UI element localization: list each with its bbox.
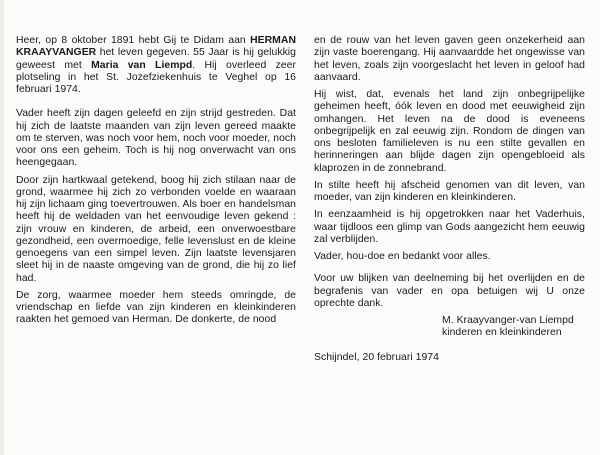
right-paragraph-4: In eenzaamheid is hij opgetrokken naar het Vaderhuis, waar tijdloos een glimp van Gods aangezicht hem eeuwig zal verblijden. <box>314 209 585 245</box>
thanks-paragraph: Voor uw blijken van deelneming bij het overlijden en de begrafenis van vader en opa betuigen wij U onze oprechte dank. <box>314 273 585 309</box>
spouse-name: Maria van Liempd <box>91 59 193 71</box>
right-paragraph-1: en de rouw van het leven gaven geen onzekerheid aan zijn vaste boerengang. Hij aanvaardde het ongewisse van het leven, zoals zijn voorgeslacht het leven in geloof had aanvaard. <box>314 35 585 83</box>
left-paragraph-2: Vader heeft zijn dagen geleefd en zijn strijd gestreden. Dat hij zich de laatste maanden van zijn leven gereed maakte om te sterven, was noch voor hem, noch voor moeder, noch voor ons een geheim. Toch is hij nog onverwacht van ons heengegaan. <box>16 108 296 169</box>
left-paragraph-3: Door zijn hartkwaal getekend, boog hij zich stilaan naar de grond, waarmee hij zich zo verbonden voelde en waaraan hij zijn lichaam ging toevertrouwen. Als boer en handelsman heeft hij de weldaden van het eenvoudige leven gekend : zijn vrouw en kinderen, de arbeid, een onverwoestbare gezondheid, een overmoedige, felle levenslust en de kleine genoegens van een simpel leven. Zijn laatste levensjaren sleet hij in de naaste omgeving van de grond, die hij zo lief had. <box>16 174 296 284</box>
right-paragraph-2: Hij wist, dat, evenals het land zijn onbegrijpelijke geheimen heeft, óók leven en dood met eeuwigheid zijn omhangen. Het leven na de dood is eveneens onbegrijpelijk en zal eeuwig zijn. Rondom de dingen van ons besloten familieleven is nu een stilte gevallen en herinneringen aan blijde dagen zijn opengebloeid als klaprozen in de zonnebrand. <box>314 89 585 174</box>
intro-text-b: het leven gegeven. 55 Jaar is hij gelukkig geweest met <box>16 47 296 71</box>
signature-line-1: M. Kraayvanger-van Liempd <box>442 315 574 326</box>
right-paragraph-5: Vader, hou-doe en bedankt voor alles. <box>314 251 491 262</box>
right-column <box>314 35 585 364</box>
right-paragraph-3: In stilte heeft hij afscheid genomen van dit leven, van moeder, van zijn kinderen en kleinkinderen. <box>314 179 585 203</box>
deceased-name: HERMAN KRAAYVANGER <box>16 35 296 59</box>
left-paragraph-4: De zorg, waarmee moeder hem steeds omringde, de vriendschap en liefde van zijn kinderen en kleinkinderen raakten het gemoed van Herman. De donkerte, de nood <box>16 289 296 326</box>
signature-line-2: kinderen en kleinkinderen <box>442 327 562 339</box>
intro-paragraph <box>16 35 296 96</box>
left-column <box>16 35 296 327</box>
intro-text-a: Heer, op 8 oktober 1891 hebt Gij te Didam aan <box>16 35 251 46</box>
place-and-date: Schijndel, 20 februari 1974 <box>314 351 439 363</box>
intro-text-c: . Hij overleed zeer plotseling in het St. Jozefziekenhuis te Veghel op 16 februari 1974. <box>16 59 296 95</box>
card-edge <box>0 0 4 455</box>
